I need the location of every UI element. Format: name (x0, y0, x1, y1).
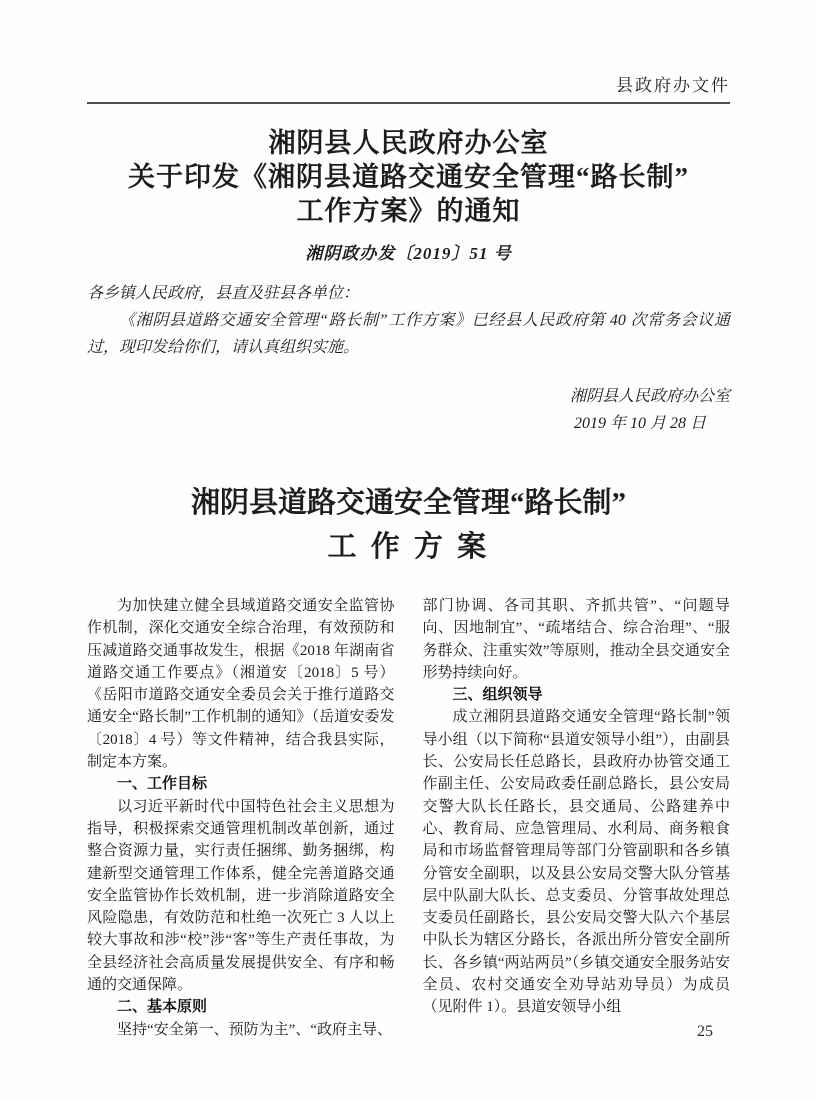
notice-body-paragraph: 《湘阴县道路交通安全管理“路长制”工作方案》已经县人民政府第 40 次常务会议通过，现印发给你们，请认真组织实施。 (87, 312, 730, 356)
notice-section (87, 126, 730, 437)
plan-title (87, 481, 730, 569)
section-heading: 三、组织领导 (452, 686, 543, 704)
section-heading: 一、工作目标 (117, 775, 208, 793)
signature-block (87, 383, 730, 437)
two-column-body (87, 595, 730, 1041)
page-number: 25 (697, 1023, 713, 1040)
signature-date: 2019 年 10 月 28 日 (573, 415, 706, 432)
header-rule (87, 102, 730, 104)
body-paragraph: 坚持“安全第一、预防为主”、“政府主导、 (117, 1021, 392, 1038)
notice-title-line1: 湘阴县人民政府办公室 (268, 128, 549, 158)
signature-organization: 湘阴县人民政府办公室 (569, 388, 730, 405)
page-header (87, 76, 730, 104)
plan-title-line2: 工 作 方 案 (327, 531, 490, 563)
notice-title-line3: 工作方案》的通知 (296, 196, 521, 226)
body-paragraph: 为加快建立健全县域道路交通安全监管协作机制，深化交通安全综合治理，有效预防和压减道路交通事故发生，根据《2018 年湖南省道路交通工作要点》（湘道安〔2018〕5 号）《岳阳市道路交通安全委员会关于推行道路交通安全“路长制”工作机制的通知》（岳道安委发〔2018〕4 号）等文件精神，结合我县实际，制定本方案。 (87, 598, 395, 771)
body-paragraph: 成立湘阴县道路交通安全管理“路长制”领导小组（以下简称“县道安领导小组”），由副县长、公安局长任总路长，县政府办协管交通工作副主任、公安局政委任副总路长，县公安局交警大队长任路长，县交通局、公路建养中心、教育局、应急管理局、水利局、商务粮食局和市场监督管理局等部门分管副职和各乡镇分管安全副职，以及县公安局交警大队分管基层中队副大队长、总支委员、分管事故处理总支委员任副路长，县公安局交警大队六个基层中队长为辖区分路长，各派出所分管安全副所长、各乡镇“两站两员”（乡镇交通安全服务站安全员、农村交通安全劝导站劝导员）为成员（见附件 1）。县道安领导小组 (422, 709, 730, 1016)
plan-title-line1: 湘阴县道路交通安全管理“路长制” (190, 487, 626, 519)
left-column (87, 595, 395, 1041)
section-heading: 二、基本原则 (117, 998, 208, 1016)
notice-title (87, 126, 730, 228)
header-label: 县政府办文件 (616, 76, 730, 95)
document-number: 湘阴政办发〔2019〕51 号 (305, 244, 512, 263)
body-paragraph: 以习近平新时代中国特色社会主义思想为指导，积极探索交通管理机制改革创新，通过整合资源力量，实行责任捆绑、勤务捆绑，构建新型交通管理工作体系，健全完善道路交通安全监管协作长效机制，进一步消除道路安全风险隐患，有效防范和杜绝一次死亡 3 人以上较大事故和涉“校”涉“客”等生产责任事故，为全县经济社会高质量发展提供安全、有序和畅通的交通保障。 (87, 798, 395, 994)
salutation: 各乡镇人民政府，县直及驻县各单位： (87, 285, 360, 302)
body-paragraph: 部门协调、各司其职、齐抓共管”、“问题导向、因地制宜”、“疏堵结合、综合治理”、“服务群众、注重实效”等原则，推动全县交通安全形势持续向好。 (422, 598, 730, 681)
plan-section (87, 481, 730, 1041)
right-column (423, 595, 731, 1041)
notice-title-line2: 关于印发《湘阴县道路交通安全管理“路长制” (128, 162, 689, 192)
